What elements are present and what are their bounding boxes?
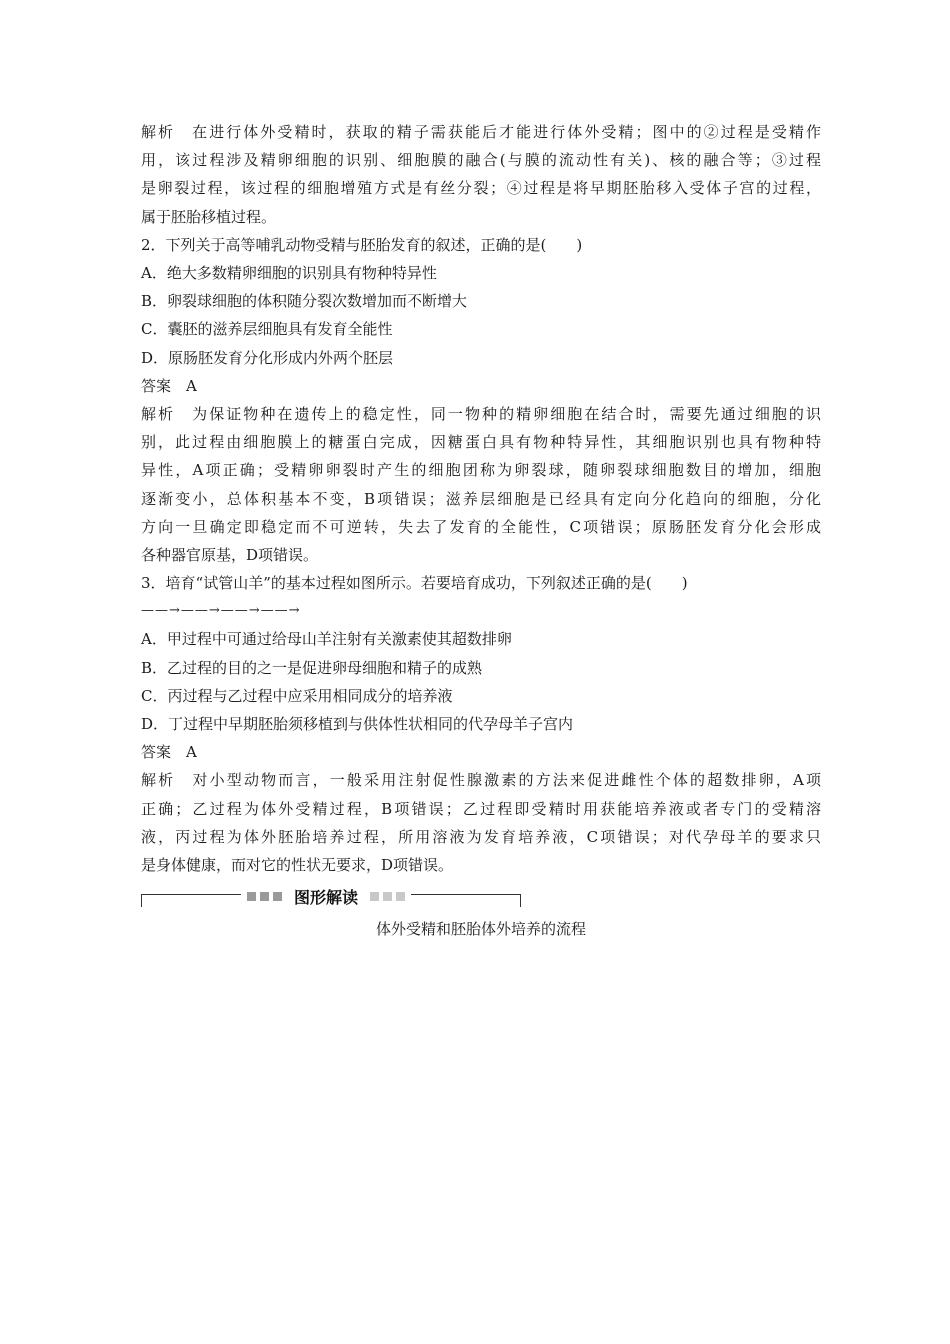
text-line: 异性，A项正确；受精卵卵裂时产生的细胞团称为卵裂球，随卵裂球细胞数目的增加，细胞 xyxy=(141,461,821,480)
option-d: D．原肠胚发育分化形成内外两个胚层 xyxy=(141,348,394,367)
text-line: 别，此过程由细胞膜上的糖蛋白完成，因糖蛋白具有物种特异性，其细胞识别也具有物种特 xyxy=(141,433,821,452)
option-d: D．丁过程中早期胚胎须移植到与供体性状相同的代孕母羊子宫内 xyxy=(141,715,574,734)
text-line: 各种器官原基，D项错误。 xyxy=(141,546,319,565)
process-flow-arrows: ——→——→——→——→ xyxy=(141,603,301,619)
text-line: 是卵裂过程，该过程的细胞增殖方式是有丝分裂；④过程是将早期胚胎移入受体子宫的过程， xyxy=(141,179,821,198)
figure-caption: 体外受精和胚胎体外培养的流程 xyxy=(375,920,586,939)
square-icon xyxy=(396,892,405,901)
text-line: 正确；乙过程为体外受精过程，B项错误；乙过程即受精时用获能培养液或者专门的受精溶 xyxy=(141,799,821,818)
square-icon xyxy=(247,892,256,901)
option-c: C．丙过程与乙过程中应采用相同成分的培养液 xyxy=(141,686,453,705)
option-b: B．卵裂球细胞的体积随分裂次数增加而不断增大 xyxy=(141,292,468,311)
document-page xyxy=(141,118,821,943)
square-icon xyxy=(273,892,282,901)
analysis-2 xyxy=(141,400,821,569)
text-line: 逐渐变小，总体积基本不变，B项错误；滋养层细胞是已经具有定向分化趋向的细胞，分化 xyxy=(141,489,821,508)
section-banner xyxy=(141,885,521,915)
square-icon xyxy=(260,892,269,901)
analysis-3 xyxy=(141,766,821,879)
text-line: 解析 为保证物种在遗传上的稳定性，同一物种的精卵细胞在结合时，需要先通过细胞的识 xyxy=(141,405,821,424)
question-stem: 2．下列关于高等哺乳动物受精与胚胎发育的叙述，正确的是( ) xyxy=(141,235,583,254)
section-title: 图形解读 xyxy=(294,887,359,907)
text-line: 方向一旦确定即稳定而不可逆转，失去了发育的全能性，C项错误；原肠胚发育分化会形成 xyxy=(141,517,821,536)
text-line: 解析 在进行体外受精时，获取的精子需获能后才能进行体外受精；图中的②过程是受精作 xyxy=(141,123,821,141)
option-a: A．甲过程中可通过给母山羊注射有关激素使其超数排卵 xyxy=(141,630,512,649)
option-b: B．乙过程的目的之一是促进卵母细胞和精子的成熟 xyxy=(141,658,483,677)
square-icon xyxy=(383,892,392,901)
answer: 答案 A xyxy=(141,743,197,762)
option-a: A．绝大多数精卵细胞的识别具有物种特异性 xyxy=(141,264,437,283)
text-line: 是身体健康，而对它的性状无要求，D项错误。 xyxy=(141,856,454,875)
banner-label xyxy=(241,885,411,907)
answer: 答案 A xyxy=(141,376,197,395)
question-3 xyxy=(141,569,821,879)
text-line: 解析 对小型动物而言，一般采用注射促性腺激素的方法来促进雌性个体的超数排卵，A项 xyxy=(141,771,821,790)
question-stem: 3．培育“试管山羊”的基本过程如图所示。若要培育成功，下列叙述正确的是( ) xyxy=(141,574,688,593)
analysis-1 xyxy=(141,118,821,231)
text-line: 用，该过程涉及精卵细胞的识别、细胞膜的融合(与膜的流动性有关)、核的融合等；③过程 xyxy=(141,151,821,170)
text-line: 属于胚胎移植过程。 xyxy=(141,207,277,226)
question-2 xyxy=(141,231,821,569)
square-icon xyxy=(370,892,379,901)
text-line: 液，丙过程为体外胚胎培养过程，所用溶液为发育培养液，C项错误；对代孕母羊的要求只 xyxy=(141,827,821,846)
option-c: C．囊胚的滋养层细胞具有发育全能性 xyxy=(141,320,393,339)
